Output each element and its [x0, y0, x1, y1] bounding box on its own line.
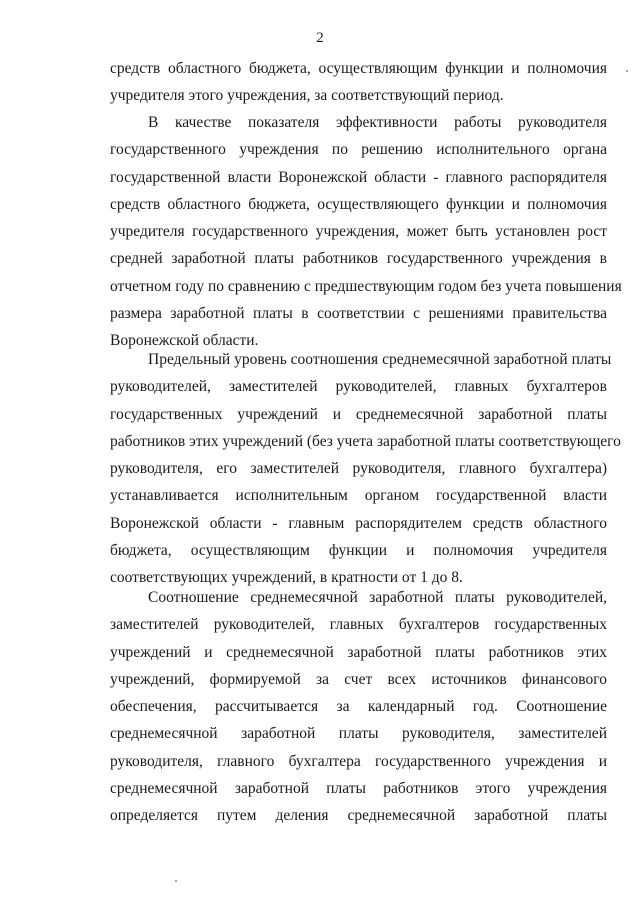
text-line: среднемесячной заработной платы работников этого учреждения — [110, 780, 607, 798]
text-line: государственных учреждений и среднемесячной заработной платы — [110, 405, 607, 423]
text-line: обеспечения, рассчитывается за календарный год. Соотношение — [110, 698, 607, 716]
text-line: соответствующих учреждений, в кратности от 1 до 8. — [110, 569, 463, 587]
text-line: учредителя этого учреждения, за соответствующий период. — [110, 87, 504, 105]
page-number: 2 — [316, 30, 324, 46]
text-line: определяется путем деления среднемесячной заработной платы — [110, 807, 607, 825]
text-line: государственного учреждения по решению исполнительного органа — [110, 141, 607, 159]
text-line: Воронежской области - главным распорядителем средств областного — [110, 514, 607, 532]
paragraph-4 — [110, 584, 607, 830]
text-line: учреждений, формируемой за счет всех источников финансового — [110, 670, 607, 688]
text-line: средней заработной платы работников государственного учреждения в — [110, 250, 607, 268]
text-line: заместителей руководителей, главных бухгалтеров государственных — [110, 616, 607, 634]
text-line: руководителя, его заместителей руководителя, главного бухгалтера) — [110, 460, 607, 478]
scan-artifact — [626, 70, 628, 72]
text-line: бюджета, осуществляющим функции и полномочия учредителя — [110, 542, 607, 560]
text-line: учреждений и среднемесячной заработной платы работников этих — [110, 643, 607, 661]
text-line: Предельный уровень соотношения среднемесячной заработной платы — [148, 351, 612, 368]
text-line: руководителей, заместителей руководителей, главных бухгалтеров — [110, 378, 607, 396]
text-line: В качестве показателя эффективности работы руководителя — [148, 114, 607, 131]
scan-artifact — [175, 880, 177, 882]
text-line: устанавливается исполнительным органом государственной власти — [110, 487, 607, 505]
paragraph-2 — [110, 109, 622, 355]
text-line: Соотношение среднемесячной заработной платы руководителей, — [148, 589, 607, 606]
text-line: учредителя государственного учреждения, может быть установлен рост — [110, 223, 607, 241]
text-line: Воронежской области. — [110, 332, 259, 350]
text-line: размера заработной платы в соответствии с решениями правительства — [110, 305, 607, 323]
paragraph-1 — [110, 55, 607, 110]
text-line: средств областного бюджета, осуществляющего функции и полномочия — [110, 195, 607, 213]
text-line: отчетном году по сравнению с предшествующим годом без учета повышения — [110, 277, 622, 295]
text-line: государственной власти Воронежской области - главного распорядителя — [110, 168, 607, 186]
text-line: средств областного бюджета, осуществляющим функции и полномочия — [110, 60, 607, 77]
text-line: руководителя, главного бухгалтера государственного учреждения и — [110, 752, 607, 770]
text-line: работников этих учреждений (без учета заработной платы соответствующего — [110, 432, 621, 450]
paragraph-3 — [110, 346, 621, 592]
text-line: среднемесячной заработной платы руководителя, заместителей — [110, 725, 607, 743]
